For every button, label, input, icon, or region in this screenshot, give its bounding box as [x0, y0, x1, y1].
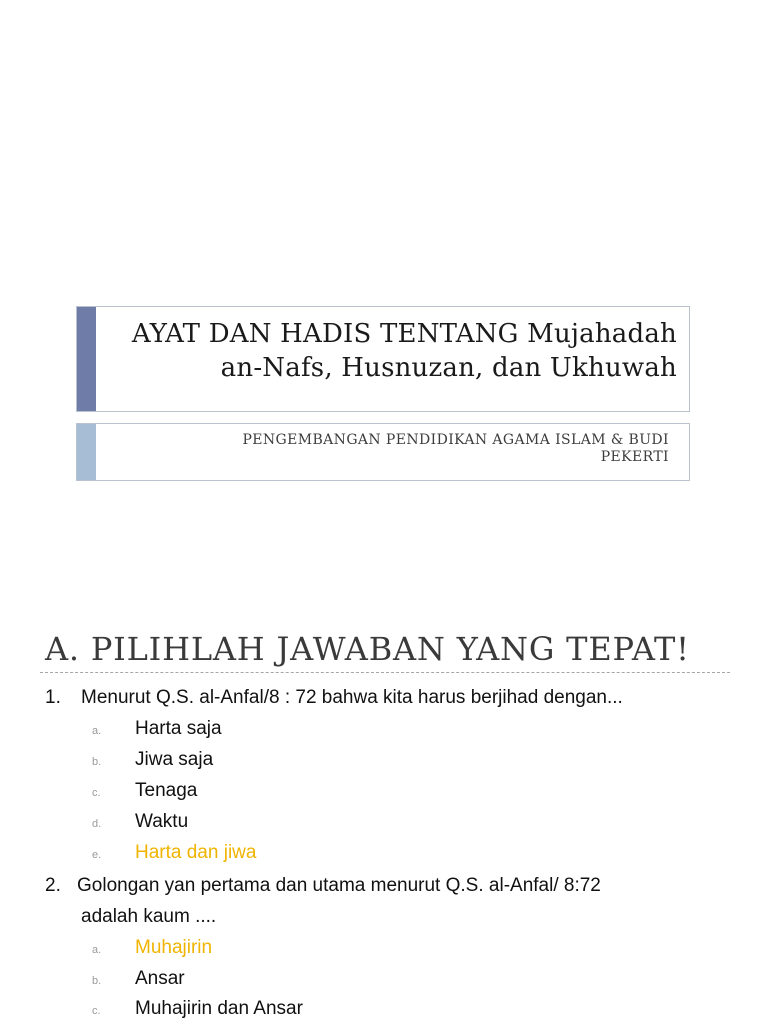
quiz-heading: A. PILIHLAH JAWABAN YANG TEPAT!	[45, 630, 690, 668]
option-text: Ansar	[135, 968, 185, 989]
option-letter: b.	[92, 975, 102, 987]
option-text: Muhajirin	[135, 937, 213, 958]
option-letter: b.	[92, 756, 102, 768]
question-number: 1.	[45, 687, 61, 708]
subtitle-line-2: PEKERTI	[600, 449, 669, 465]
option-letter: c.	[92, 1005, 101, 1017]
question-number: 2.	[45, 875, 61, 896]
option-text: Muhajirin dan Ansar	[135, 998, 303, 1019]
quiz-slide	[0, 576, 768, 1024]
option-text: Jiwa saja	[135, 749, 214, 770]
option-text: Tenaga	[135, 780, 198, 801]
option-text: Harta saja	[135, 718, 222, 739]
question-text: Menurut Q.S. al-Anfal/8 : 72 bahwa kita harus berjihad dengan...	[81, 687, 623, 708]
slide-title	[105, 317, 677, 385]
option-letter: a.	[92, 725, 102, 737]
option-letter: c.	[92, 787, 101, 799]
title-box	[76, 306, 690, 412]
title-accent-bar	[77, 307, 96, 411]
slide-subtitle	[107, 432, 669, 466]
option-letter: a.	[92, 944, 102, 956]
title-line-2: an-Nafs, Husnuzan, dan Ukhuwah	[220, 353, 677, 383]
heading-divider	[40, 672, 730, 673]
option-letter: e.	[92, 849, 102, 861]
question-2	[45, 871, 745, 933]
subtitle-box	[76, 423, 690, 481]
question-text-line-2: adalah kaum ....	[81, 906, 217, 927]
option-text: Waktu	[135, 811, 189, 832]
option-text: Harta dan jiwa	[135, 842, 257, 863]
title-line-1: AYAT DAN HADIS TENTANG Mujahadah	[131, 319, 677, 349]
subtitle-accent-bar	[77, 424, 96, 480]
question-1	[45, 683, 745, 713]
subtitle-line-1: PENGEMBANGAN PENDIDIKAN AGAMA ISLAM & BUDI	[242, 432, 669, 448]
question-text-line-1: Golongan yan pertama dan utama menurut Q.S. al-Anfal/ 8:72	[77, 875, 601, 896]
option-letter: d.	[92, 818, 102, 830]
